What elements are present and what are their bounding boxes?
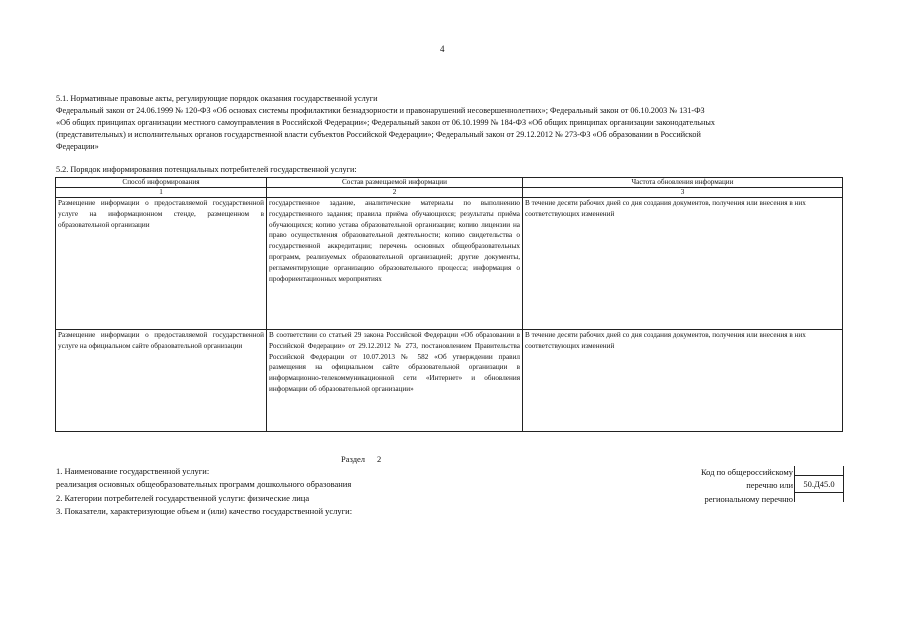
section-heading: [341, 454, 381, 464]
section-5-1-line: Федерации»: [56, 142, 99, 151]
table-header-row: [56, 178, 843, 188]
service-name-label: 1. Наименование государственной услуги:: [56, 466, 210, 476]
section-5-2-title: 5.2. Порядок информирования потенциальных потребителей государственной услуги:: [56, 165, 357, 174]
column-number: 2: [267, 188, 523, 198]
cell-content: В соответствии со статьей 29 закона Российской Федерации «Об образовании в Российской Федерации» от 29.12.2012 № 273, постановлением Правительства Российской Федерации от 10.07.2013 № 582 «Об утверждении правил размещения на официальном сайте образовательной организации в информационно-телекоммуникационной сети «Интернет» и обновления информации об образовательной организации»: [267, 330, 523, 432]
section-5-1-title: 5.1. Нормативные правовые акты, регулирующие порядок оказания государственной услуги: [56, 94, 378, 103]
cell-method: Размещение информации о предоставляемой государственной услуге на информационном стенде, размещенном в образовательной организации: [56, 198, 267, 330]
column-number: 3: [523, 188, 843, 198]
section-5-1: [56, 93, 846, 153]
registry-code-label: [662, 466, 793, 506]
header-content: Состав размещаемой информации: [267, 178, 523, 188]
information-table: [55, 177, 843, 432]
code-label-line: перечню или: [746, 480, 793, 491]
page-number: 4: [440, 44, 445, 54]
section-number: 2: [377, 454, 382, 464]
section-5-1-line: «Об общих принципах организации местного самоуправления в Российской Федерации»; Федеральный закон от 06.10.1999 № 184-ФЗ «Об общих принципах организации законодательных: [56, 118, 715, 127]
service-description: [56, 465, 352, 518]
section-5-1-line: Федеральный закон от 24.06.1999 № 120-ФЗ «Об основах системы профилактики безнадзорности и правонарушений несовершеннолетних»; Федеральный закон от 06.10.2003 № 131-ФЗ: [56, 106, 705, 115]
cell-method: Размещение информации о предоставляемой государственной услуге на официальном сайте образовательной организации: [56, 330, 267, 432]
header-frequency: Частота обновления информации: [523, 178, 843, 188]
indicators-heading: 3. Показатели, характеризующие объем и (или) качество государственной услуги:: [56, 505, 353, 516]
cell-content: государственное задание, аналитические материалы по выполнению государственного задания; правила приёма обучающихся; результаты приёма обучающихся; копию устава образовательной организации; копию лицензии на право осуществления образовательной деятельности; копию свидетельства о государственной аккредитации; перечень основных общеобразовательных программ, реализуемых образовательной организацией; другие документы, регламентирующие организацию образовательного процесса; информация о профориентационных мероприятиях: [267, 198, 523, 330]
code-label-line: региональному перечню: [704, 493, 793, 504]
column-number: 1: [56, 188, 267, 198]
table-row: [56, 198, 843, 330]
cell-frequency: В течение десяти рабочих дней со дня создания документов, получения или внесения в них соответствующих изменений: [523, 330, 843, 432]
column-number-row: [56, 188, 843, 198]
consumer-category: 2. Категории потребителей государственной услуги: физические лица: [56, 492, 310, 503]
section-label: Раздел: [341, 454, 366, 464]
cell-frequency: В течение десяти рабочих дней со дня создания документов, получения или внесения в них соответствующих изменений: [523, 198, 843, 330]
section-5-1-line: (представительных) и исполнительных органов государственной власти субъектов Российской Федерации»; Федеральный закон от 29.12.2012 № 273-ФЗ «Об образовании в Российской: [56, 130, 701, 139]
registry-code-box: [794, 466, 844, 502]
code-label-line: Код по общероссийскому: [700, 467, 793, 477]
header-method: Способ информирования: [56, 178, 267, 188]
table-row: [56, 330, 843, 432]
registry-code-value: 50.Д45.0: [795, 475, 843, 493]
service-name-value: реализация основных общеобразовательных программ дошкольного образования: [56, 479, 352, 490]
